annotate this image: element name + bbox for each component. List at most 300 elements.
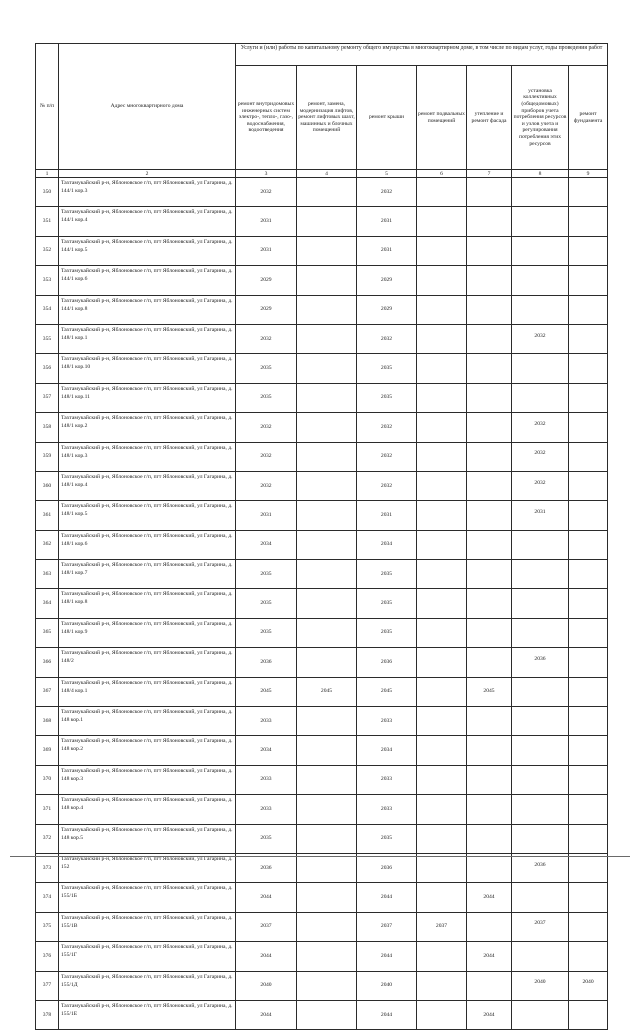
year-cell: [569, 295, 608, 324]
year-cell: [297, 266, 357, 295]
header-num: № п/п: [36, 44, 59, 170]
row-address: Тахтамукайский р-н, Яблоновское г/п, пгт Яблоновский, ул Гагарина, д. 148/1 кор.2: [59, 413, 236, 442]
year-cell: [236, 383, 297, 412]
year-cell: [467, 912, 512, 941]
row-number: 370: [36, 765, 59, 794]
year-cell: [236, 178, 297, 207]
year-value: 2032: [534, 450, 546, 457]
table-row: [36, 618, 608, 647]
year-value: 2044: [380, 1011, 393, 1018]
year-value: 2034: [260, 541, 272, 548]
row-number: 377: [36, 971, 59, 1000]
table-row: [36, 530, 608, 559]
year-cell: [357, 677, 417, 706]
year-cell: [512, 471, 569, 500]
year-value: 2037: [380, 923, 393, 930]
year-value: 2034: [380, 747, 393, 754]
year-cell: [357, 765, 417, 794]
header-facade: утепление и ремонт фасада: [467, 66, 512, 170]
year-cell: [467, 971, 512, 1000]
year-cell: [417, 883, 467, 912]
year-cell: [236, 912, 297, 941]
year-cell: [569, 824, 608, 853]
year-value: 2031: [260, 511, 272, 518]
table-row: [36, 765, 608, 794]
year-value: 2033: [380, 776, 393, 783]
year-cell: [357, 471, 417, 500]
year-cell: [297, 471, 357, 500]
table-row: [36, 442, 608, 471]
row-address: Тахтамукайский р-н, Яблоновское г/п, пгт Яблоновский, ул Гагарина, д. 148/1 кор.9: [59, 618, 236, 647]
row-address: Тахтамукайский р-н, Яблоновское г/п, пгт Яблоновский, ул Гагарина, д. 144/1 кор.4: [59, 207, 236, 236]
year-cell: [467, 707, 512, 736]
row-address: Тахтамукайский р-н, Яблоновское г/п, пгт Яблоновский, ул Гагарина, д. 148/1 кор.8: [59, 589, 236, 618]
row-number: 376: [36, 942, 59, 971]
year-cell: [417, 354, 467, 383]
year-cell: [357, 795, 417, 824]
year-cell: [512, 648, 569, 677]
year-cell: [236, 266, 297, 295]
year-cell: [297, 765, 357, 794]
year-value: 2044: [483, 1011, 495, 1018]
year-cell: [417, 795, 467, 824]
year-value: 2029: [260, 276, 272, 283]
row-number: 354: [36, 295, 59, 324]
year-value: 2035: [380, 629, 393, 636]
year-value: 2036: [534, 655, 546, 662]
year-cell: [357, 883, 417, 912]
year-value: 2045: [380, 688, 393, 695]
table-row: [36, 236, 608, 265]
year-cell: [236, 853, 297, 882]
year-cell: [357, 354, 417, 383]
year-value: 2035: [380, 570, 393, 577]
year-cell: [512, 707, 569, 736]
year-cell: [467, 501, 512, 530]
year-cell: [569, 736, 608, 765]
year-cell: [417, 266, 467, 295]
row-address: Тахтамукайский р-н, Яблоновское г/п, пгт Яблоновский, ул Гагарина, д. 148/2: [59, 648, 236, 677]
year-value: 2029: [380, 276, 393, 283]
table-row: [36, 942, 608, 971]
year-value: 2035: [260, 600, 272, 607]
table-row: [36, 912, 608, 941]
row-number: 359: [36, 442, 59, 471]
row-number: 362: [36, 530, 59, 559]
row-address: Тахтамукайский р-н, Яблоновское г/п, пгт Яблоновский, ул Гагарина, д. 148/4 кор.1: [59, 677, 236, 706]
header-address: Адрес многоквартирного дома: [59, 44, 236, 170]
year-value: 2035: [260, 629, 272, 636]
year-cell: [512, 207, 569, 236]
year-value: 2035: [260, 364, 272, 371]
row-address: Тахтамукайский р-н, Яблоновское г/п, пгт Яблоновский, ул Гагарина, д. 155/1Г: [59, 942, 236, 971]
year-cell: [297, 413, 357, 442]
year-cell: [417, 942, 467, 971]
year-value: 2032: [534, 420, 546, 427]
year-value: 2045: [260, 688, 272, 695]
header-engineering-systems: ремонт внутридомовых инженерных систем электро-, тепло-, газо-, водоснабжения, водоотведения: [236, 66, 297, 170]
year-value: 2037: [260, 923, 272, 930]
year-value: 2031: [260, 217, 272, 224]
year-cell: [467, 853, 512, 882]
year-cell: [357, 648, 417, 677]
row-address: Тахтамукайский р-н, Яблоновское г/п, пгт Яблоновский, ул Гагарина, д. 148 кор.3: [59, 765, 236, 794]
table-row: [36, 560, 608, 589]
row-address: Тахтамукайский р-н, Яблоновское г/п, пгт Яблоновский, ул Гагарина, д. 148 кор.4: [59, 795, 236, 824]
year-cell: [467, 560, 512, 589]
row-address: Тахтамукайский р-н, Яблоновское г/п, пгт Яблоновский, ул Гагарина, д. 155/1Б: [59, 883, 236, 912]
repair-schedule-table: [35, 43, 608, 1030]
year-cell: [236, 883, 297, 912]
year-cell: [569, 324, 608, 353]
year-value: 2040: [260, 982, 272, 989]
year-cell: [569, 178, 608, 207]
year-cell: [297, 971, 357, 1000]
year-cell: [467, 471, 512, 500]
row-number: 372: [36, 824, 59, 853]
year-cell: [357, 853, 417, 882]
year-value: 2044: [260, 893, 272, 900]
year-cell: [236, 413, 297, 442]
year-cell: [357, 295, 417, 324]
year-cell: [236, 589, 297, 618]
header-foundation: ремонт фундамента: [569, 66, 608, 170]
year-cell: [236, 324, 297, 353]
column-number: 6: [417, 170, 467, 178]
row-number: 356: [36, 354, 59, 383]
header-roof: ремонт крыши: [357, 66, 417, 170]
year-cell: [467, 795, 512, 824]
year-cell: [236, 736, 297, 765]
year-cell: [467, 883, 512, 912]
document-page: [35, 43, 607, 1030]
row-number: 364: [36, 589, 59, 618]
year-cell: [297, 736, 357, 765]
column-number: 8: [512, 170, 569, 178]
header-meters: установка коллективных (общедомовых) приборов учета потребления ресурсов и узлов учета и регулирования потребления этих ресурсов: [512, 66, 569, 170]
header-services-group: Услуги и (или) работы по капитальному ремонту общего имущества в многоквартирном доме, в том числе по видам услуг, годы проведения работ: [236, 44, 608, 66]
year-value: 2032: [534, 332, 546, 339]
year-cell: [236, 471, 297, 500]
year-value: 2036: [380, 864, 393, 871]
year-cell: [357, 501, 417, 530]
year-cell: [297, 618, 357, 647]
year-cell: [512, 383, 569, 412]
table-row: [36, 589, 608, 618]
year-cell: [297, 295, 357, 324]
row-address: Тахтамукайский р-н, Яблоновское г/п, пгт Яблоновский, ул Гагарина, д. 144/1 кор.8: [59, 295, 236, 324]
year-cell: [467, 618, 512, 647]
year-cell: [357, 707, 417, 736]
row-number: 350: [36, 178, 59, 207]
year-cell: [512, 824, 569, 853]
year-value: 2036: [260, 864, 272, 871]
row-number: 363: [36, 560, 59, 589]
year-cell: [569, 560, 608, 589]
year-cell: [236, 207, 297, 236]
year-cell: [417, 530, 467, 559]
column-number-row: [36, 170, 608, 178]
year-cell: [236, 530, 297, 559]
year-cell: [512, 1000, 569, 1029]
year-cell: [357, 413, 417, 442]
table-row: [36, 178, 608, 207]
table-body: [36, 178, 608, 1030]
year-value: 2035: [260, 570, 272, 577]
column-number: 2: [59, 170, 236, 178]
year-value: 2032: [260, 188, 272, 195]
year-cell: [297, 324, 357, 353]
year-cell: [512, 589, 569, 618]
year-cell: [512, 883, 569, 912]
year-cell: [467, 295, 512, 324]
year-cell: [236, 824, 297, 853]
year-cell: [297, 883, 357, 912]
year-cell: [297, 853, 357, 882]
row-address: Тахтамукайский р-н, Яблоновское г/п, пгт Яблоновский, ул Гагарина, д. 148/1 кор.11: [59, 383, 236, 412]
year-cell: [569, 266, 608, 295]
year-cell: [417, 707, 467, 736]
year-value: 2040: [380, 982, 393, 989]
year-cell: [297, 1000, 357, 1029]
year-cell: [512, 942, 569, 971]
year-value: 2033: [260, 805, 272, 812]
year-cell: [297, 824, 357, 853]
row-address: Тахтамукайский р-н, Яблоновское г/п, пгт Яблоновский, ул Гагарина, д. 148 кор.1: [59, 707, 236, 736]
year-cell: [357, 942, 417, 971]
year-cell: [569, 471, 608, 500]
table-row: [36, 324, 608, 353]
row-address: Тахтамукайский р-н, Яблоновское г/п, пгт Яблоновский, ул Гагарина, д. 148 кор.2: [59, 736, 236, 765]
year-value: 2036: [260, 658, 272, 665]
year-value: 2044: [380, 952, 393, 959]
column-number: 4: [297, 170, 357, 178]
year-cell: [417, 295, 467, 324]
year-cell: [417, 413, 467, 442]
year-value: 2032: [380, 482, 393, 489]
year-cell: [236, 648, 297, 677]
row-address: Тахтамукайский р-н, Яблоновское г/п, пгт Яблоновский, ул Гагарина, д. 152: [59, 853, 236, 882]
year-cell: [569, 853, 608, 882]
year-cell: [467, 236, 512, 265]
year-value: 2044: [260, 1011, 272, 1018]
year-cell: [417, 471, 467, 500]
year-cell: [569, 501, 608, 530]
year-cell: [512, 971, 569, 1000]
year-cell: [569, 912, 608, 941]
year-cell: [297, 648, 357, 677]
year-cell: [569, 618, 608, 647]
year-cell: [417, 618, 467, 647]
year-cell: [417, 677, 467, 706]
year-value: 2029: [260, 306, 272, 313]
year-cell: [297, 354, 357, 383]
year-cell: [236, 795, 297, 824]
year-value: 2035: [380, 835, 393, 842]
row-number: 375: [36, 912, 59, 941]
year-value: 2032: [380, 423, 393, 430]
column-number: 1: [36, 170, 59, 178]
year-cell: [417, 442, 467, 471]
year-cell: [569, 207, 608, 236]
year-cell: [417, 853, 467, 882]
year-cell: [512, 736, 569, 765]
row-address: Тахтамукайский р-н, Яблоновское г/п, пгт Яблоновский, ул Гагарина, д. 148/1 кор.1: [59, 324, 236, 353]
table-row: [36, 266, 608, 295]
year-cell: [569, 1000, 608, 1029]
year-cell: [467, 677, 512, 706]
year-value: 2036: [380, 658, 393, 665]
year-cell: [569, 942, 608, 971]
header-basement: ремонт подвальных помещений: [417, 66, 467, 170]
year-cell: [357, 236, 417, 265]
year-cell: [297, 942, 357, 971]
year-cell: [357, 560, 417, 589]
year-cell: [297, 589, 357, 618]
year-cell: [236, 295, 297, 324]
row-address: Тахтамукайский р-н, Яблоновское г/п, пгт Яблоновский, ул Гагарина, д. 148/1 кор.10: [59, 354, 236, 383]
year-cell: [417, 207, 467, 236]
year-cell: [467, 383, 512, 412]
year-cell: [417, 824, 467, 853]
year-cell: [417, 324, 467, 353]
table-row: [36, 471, 608, 500]
year-cell: [236, 1000, 297, 1029]
year-cell: [467, 530, 512, 559]
year-cell: [297, 442, 357, 471]
table-row: [36, 824, 608, 853]
year-cell: [417, 736, 467, 765]
year-cell: [569, 795, 608, 824]
year-value: 2036: [534, 861, 546, 868]
year-cell: [297, 795, 357, 824]
row-number: 365: [36, 618, 59, 647]
year-cell: [236, 354, 297, 383]
year-cell: [467, 207, 512, 236]
year-cell: [512, 560, 569, 589]
year-cell: [357, 530, 417, 559]
year-value: 2034: [380, 541, 393, 548]
year-value: 2032: [260, 453, 272, 460]
row-address: Тахтамукайский р-н, Яблоновское г/п, пгт Яблоновский, ул Гагарина, д. 155/1Д: [59, 971, 236, 1000]
row-address: Тахтамукайский р-н, Яблоновское г/п, пгт Яблоновский, ул Гагарина, д. 144/1 кор.6: [59, 266, 236, 295]
year-value: 2035: [380, 394, 393, 401]
year-cell: [297, 707, 357, 736]
page-bottom-rule: [10, 856, 630, 857]
year-cell: [236, 765, 297, 794]
year-cell: [569, 589, 608, 618]
year-cell: [569, 883, 608, 912]
year-value: 2032: [534, 479, 546, 486]
table-row: [36, 648, 608, 677]
year-cell: [467, 824, 512, 853]
row-number: 352: [36, 236, 59, 265]
year-cell: [467, 178, 512, 207]
year-cell: [236, 442, 297, 471]
row-number: 353: [36, 266, 59, 295]
year-value: 2044: [483, 952, 495, 959]
column-number: 3: [236, 170, 297, 178]
year-value: 2032: [260, 482, 272, 489]
year-value: 2045: [483, 688, 495, 695]
year-cell: [297, 383, 357, 412]
year-cell: [467, 442, 512, 471]
year-cell: [417, 560, 467, 589]
row-address: Тахтамукайский р-н, Яблоновское г/п, пгт Яблоновский, ул Гагарина, д. 148/1 кор.5: [59, 501, 236, 530]
year-cell: [236, 707, 297, 736]
row-number: 355: [36, 324, 59, 353]
row-number: 351: [36, 207, 59, 236]
row-address: Тахтамукайский р-н, Яблоновское г/п, пгт Яблоновский, ул Гагарина, д. 155/1Е: [59, 1000, 236, 1029]
year-cell: [417, 648, 467, 677]
year-value: 2037: [534, 920, 546, 927]
table-row: [36, 501, 608, 530]
year-cell: [236, 236, 297, 265]
year-cell: [357, 207, 417, 236]
row-number: 366: [36, 648, 59, 677]
row-number: 358: [36, 413, 59, 442]
year-value: 2032: [380, 188, 393, 195]
year-cell: [569, 765, 608, 794]
year-cell: [467, 589, 512, 618]
year-value: 2032: [260, 335, 272, 342]
year-value: 2037: [435, 923, 448, 930]
year-cell: [236, 560, 297, 589]
column-number: 7: [467, 170, 512, 178]
year-cell: [297, 560, 357, 589]
year-cell: [569, 677, 608, 706]
year-cell: [512, 413, 569, 442]
year-cell: [512, 501, 569, 530]
year-cell: [512, 618, 569, 647]
column-number: 5: [357, 170, 417, 178]
year-cell: [417, 765, 467, 794]
year-cell: [357, 266, 417, 295]
year-value: 2033: [260, 717, 272, 724]
year-cell: [297, 530, 357, 559]
year-cell: [417, 383, 467, 412]
year-value: 2033: [380, 805, 393, 812]
table-row: [36, 383, 608, 412]
year-cell: [467, 942, 512, 971]
row-number: 367: [36, 677, 59, 706]
year-value: 2034: [260, 747, 272, 754]
column-number: 9: [569, 170, 608, 178]
year-value: 2031: [380, 247, 393, 254]
year-cell: [467, 324, 512, 353]
row-number: 378: [36, 1000, 59, 1029]
table-row: [36, 1000, 608, 1029]
year-cell: [297, 207, 357, 236]
year-value: 2032: [380, 453, 393, 460]
row-address: Тахтамукайский р-н, Яблоновское г/п, пгт Яблоновский, ул Гагарина, д. 148/1 кор.4: [59, 471, 236, 500]
year-value: 2033: [260, 776, 272, 783]
year-cell: [569, 530, 608, 559]
table-row: [36, 795, 608, 824]
row-number: 373: [36, 853, 59, 882]
table-row: [36, 354, 608, 383]
row-address: Тахтамукайский р-н, Яблоновское г/п, пгт Яблоновский, ул Гагарина, д. 148/1 кор.3: [59, 442, 236, 471]
year-value: 2031: [534, 508, 546, 515]
year-value: 2035: [380, 364, 393, 371]
year-cell: [569, 707, 608, 736]
year-cell: [569, 648, 608, 677]
year-cell: [297, 912, 357, 941]
row-address: Тахтамукайский р-н, Яблоновское г/п, пгт Яблоновский, ул Гагарина, д. 148 кор.5: [59, 824, 236, 853]
year-cell: [569, 442, 608, 471]
year-cell: [467, 413, 512, 442]
row-number: 361: [36, 501, 59, 530]
